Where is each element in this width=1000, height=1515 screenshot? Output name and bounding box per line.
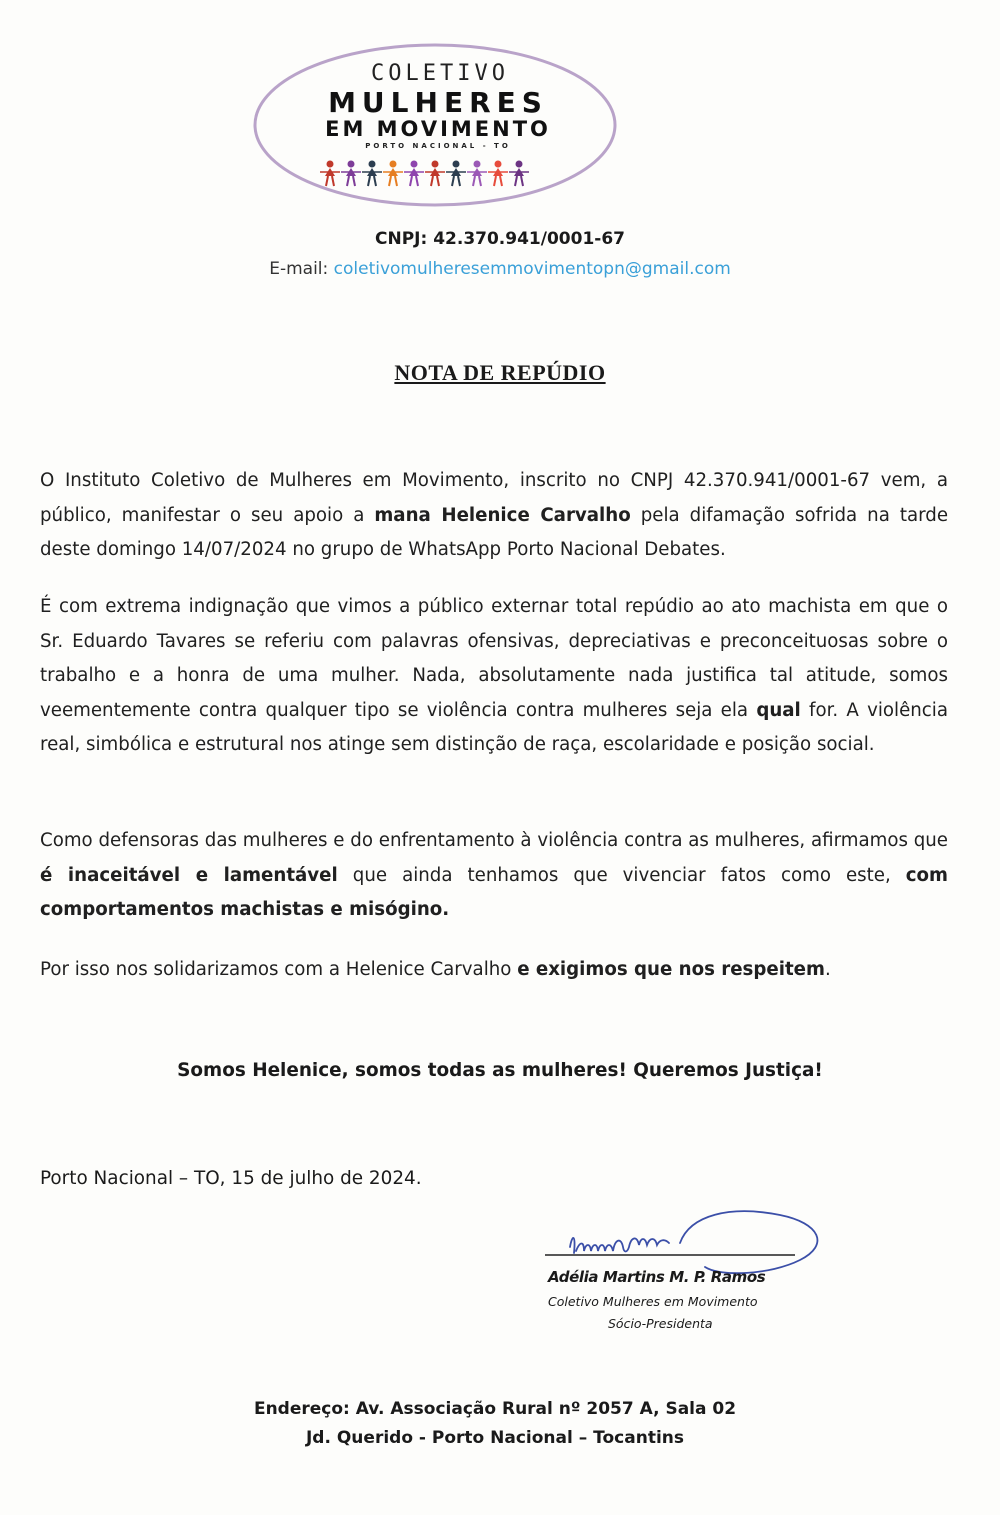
paragraph-2-text: É com extrema indignação que vimos a público externar total repúdio ao ato machista em que o Sr. Eduardo Tavares se referiu com palavras ofensivas, depreciativas e preconceituosas sobre o trabalho e a honra de uma mulher. Nada, absolutamente nada justifica tal atitude, somos veementemente contra qualquer tipo se violência contra mulheres seja ela (40, 596, 948, 721)
logo-text-porto-nacional: PORTO NACIONAL - TO (365, 142, 511, 150)
paragraph-3-bold-end: com comportamentos machistas e misógino. (40, 864, 949, 920)
paragraph-1-text: O Instituto Coletivo de Mulheres em Movimento, inscrito no CNPJ 42.370.941/0001-67 vem, a público, manifestar o seu apoio a (40, 470, 948, 526)
logo-figure (446, 161, 466, 187)
paragraph-3 (40, 824, 948, 928)
logo-figure (509, 161, 529, 187)
logo-figure (341, 161, 361, 187)
logo-text-coletivo: COLETIVO (371, 61, 509, 86)
address-line-2: Jd. Querido - Porto Nacional – Tocantins (305, 1428, 685, 1448)
logo-text-em-movimento: EM MOVIMENTO (325, 117, 551, 141)
logo-figure (404, 161, 424, 187)
logo-figure (488, 161, 508, 187)
logo-figure (425, 161, 445, 187)
header-email-line (0, 259, 1000, 279)
address-line-1: Endereço: Av. Associação Rural nº 2057 A, Sala 02 (253, 1399, 737, 1419)
paragraph-3-text-mid: que ainda tenhamos que vivenciar fatos como este, (337, 864, 906, 886)
paragraph-4 (40, 953, 948, 988)
signatory-organization: Coletivo Mulheres em Movimento (548, 1294, 758, 1309)
paragraph-4-text-end: . (824, 959, 831, 980)
email-link[interactable]: coletivomulheresemmovimentopn@gmail.com (333, 259, 731, 279)
document-title: NOTA DE REPÚDIO (394, 360, 606, 385)
slogan: Somos Helenice, somos todas as mulheres! Queremos Justiça! (177, 1060, 823, 1081)
paragraph-1-bold: mana Helenice Carvalho (374, 504, 631, 526)
organization-logo (250, 40, 620, 210)
paragraph-3-text: Como defensoras das mulheres e do enfrentamento à violência contra as mulheres, afirmamos que (40, 830, 948, 851)
logo-figures-icon (320, 161, 529, 187)
paragraph-4-text: Por isso nos solidarizamos com a Helenice Carvalho (40, 959, 518, 980)
logo-figure (362, 161, 382, 187)
paragraph-1 (40, 464, 948, 568)
paragraph-3-bold: é inaceitável e lamentável (40, 864, 338, 886)
signatory-name: Adélia Martins M. P. Ramos (548, 1268, 766, 1286)
logo-figure (467, 161, 487, 187)
paragraph-2 (40, 590, 948, 763)
paragraph-2-bold: qual (756, 699, 801, 721)
email-label: E-mail: (269, 259, 334, 279)
paragraph-2-text-end: for. A violência real, simbólica e estrutural nos atinge sem distinção de raça, escolaridade e posição social. (40, 699, 948, 755)
logo-figure (383, 161, 403, 187)
place-date: Porto Nacional – TO, 15 de julho de 2024. (40, 1168, 422, 1189)
signatory-role: Sócio-Presidenta (608, 1316, 713, 1331)
paragraph-1-text-end: pela difamação sofrida na tarde deste domingo 14/07/2024 no grupo de WhatsApp Porto Nacional Debates. (40, 504, 949, 560)
paragraph-4-bold: e exigimos que nos respeitem (517, 959, 825, 980)
logo-figure (320, 161, 340, 187)
header-cnpj: CNPJ: 42.370.941/0001-67 (375, 229, 625, 249)
logo-text-mulheres: MULHERES (328, 86, 548, 119)
